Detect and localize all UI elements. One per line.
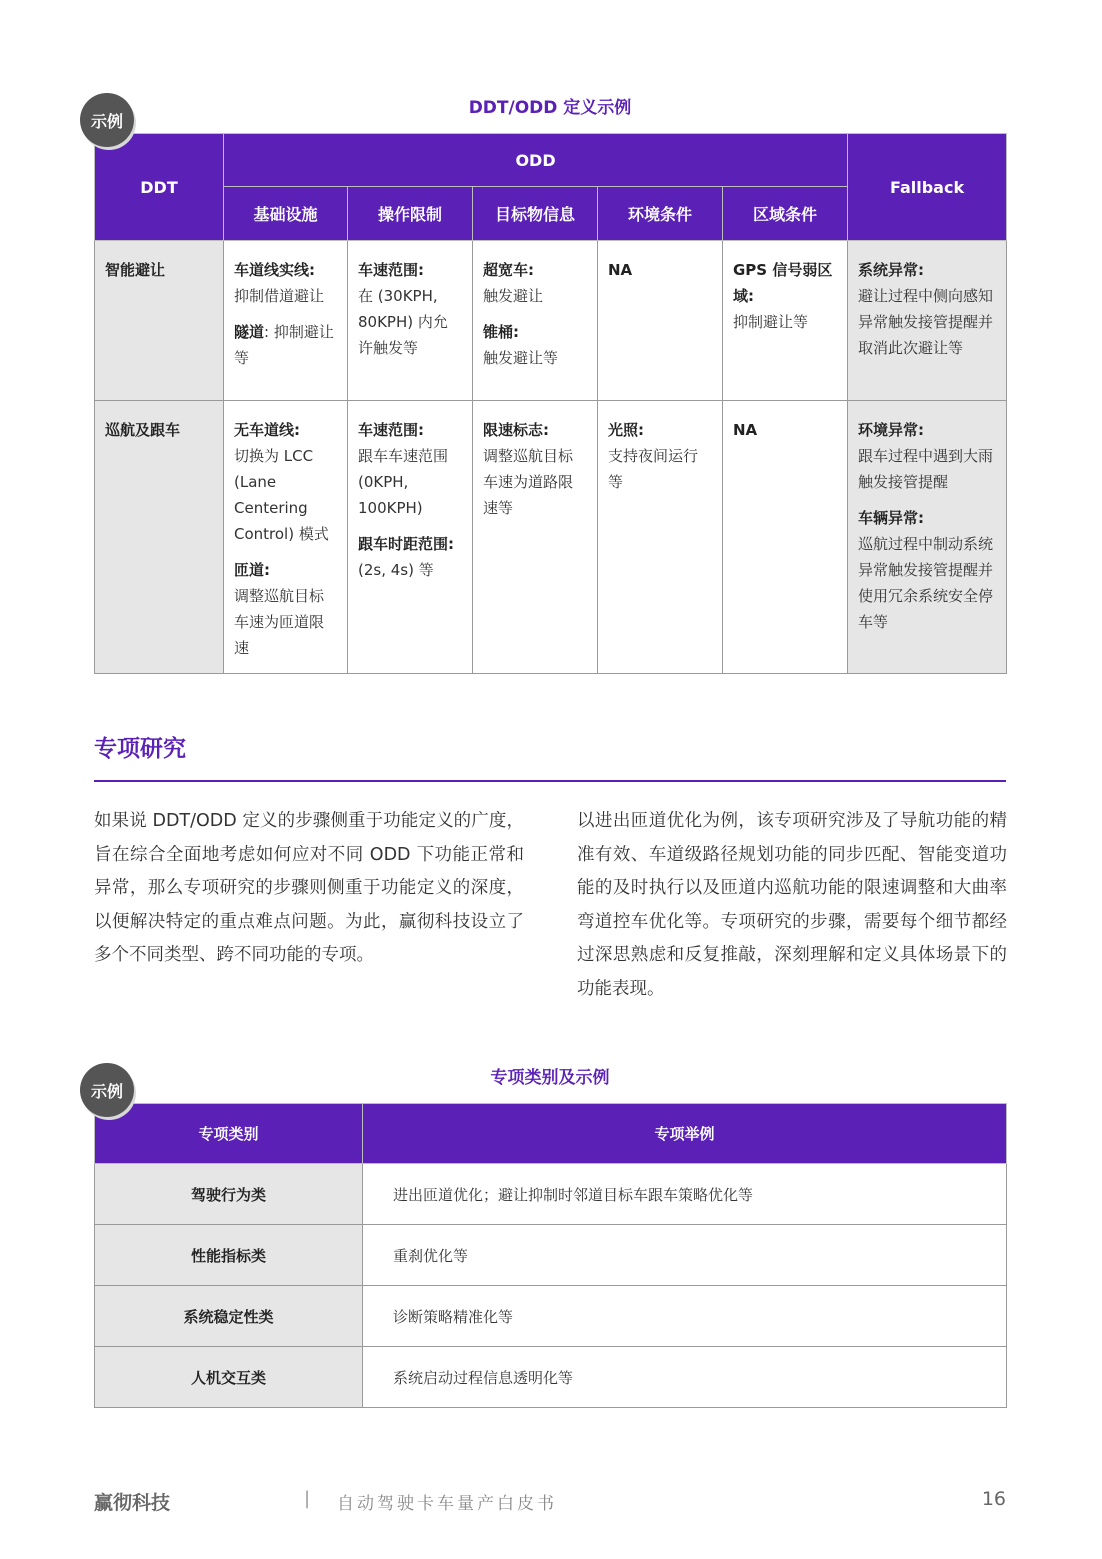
cell-entry-text: 调整巡航目标车速为道路限速等: [483, 447, 574, 517]
cell-entry-label: 无车道线:: [234, 421, 300, 439]
cell-entry-text: 跟车过程中遇到大雨触发接管提醒: [858, 447, 994, 491]
footer-separator: |: [304, 1488, 311, 1509]
table2-title: 专项类别及示例: [490, 1068, 610, 1088]
row-label: 巡航及跟车: [95, 401, 224, 674]
cell-entry: [358, 531, 462, 583]
cell-entry: [608, 257, 712, 283]
cell-entry: [234, 557, 337, 661]
category-cell: 驾驶行为类: [95, 1164, 363, 1225]
header-category: 专项类别: [95, 1104, 363, 1164]
table-row: [95, 1225, 1007, 1286]
cell-entry: [234, 257, 337, 309]
example-badge-2: 示例: [80, 1063, 134, 1117]
cell-entry-text: 调整巡航目标车速为匝道限速: [234, 587, 325, 657]
cell-entry: [358, 417, 462, 521]
row-label: 智能避让: [95, 241, 224, 401]
cell-entry-text: 切换为 LCC (Lane Centering Control) 模式: [234, 447, 329, 543]
cell-entry: [234, 319, 337, 371]
example-cell: 诊断策略精准化等: [363, 1286, 1007, 1347]
cell-entry-label: 车速范围:: [358, 261, 424, 279]
cell-entry-label: NA: [608, 261, 633, 279]
cell-entry-label: 跟车时距范围:: [358, 535, 454, 553]
table1-title: DDT/ODD 定义示例: [468, 98, 632, 118]
cell-entry-label: 隧道: [234, 323, 265, 341]
paragraph-right: 以进出匝道优化为例，该专项研究涉及了导航功能的精准有效、车道级路径规划功能的同步匹配、智能变道功能的及时执行以及匝道内巡航功能的限速调整和大曲率弯道控车优化等。专项研究的步骤，需要每个细节都经过深思熟虑和反复推敲，深刻理解和定义具体场景下的功能表现。: [577, 811, 1007, 999]
cell-infra: [224, 241, 348, 401]
cell-entry: [608, 417, 712, 495]
header-fallback: Fallback: [848, 134, 1007, 241]
cell-entry-text: 在 (30KPH, 80KPH) 内允许触发等: [358, 287, 448, 357]
cell-fallback: [848, 401, 1007, 674]
example-cell: 系统启动过程信息透明化等: [363, 1347, 1007, 1408]
cell-region: [723, 401, 848, 674]
cell-entry-text: (2s, 4s) 等: [358, 561, 434, 579]
section-divider: [94, 780, 1006, 782]
cell-ops: [348, 401, 473, 674]
special-topic-table: [94, 1103, 1007, 1408]
category-cell: 性能指标类: [95, 1225, 363, 1286]
example-cell: 进出匝道优化；避让抑制时邻道目标车跟车策略优化等: [363, 1164, 1007, 1225]
cell-env: [598, 401, 723, 674]
cell-entry: [483, 417, 587, 521]
header-example: 专项举例: [363, 1104, 1007, 1164]
cell-env: [598, 241, 723, 401]
cell-entry-label: GPS 信号弱区域:: [733, 261, 833, 305]
cell-entry-label: 环境异常:: [858, 421, 925, 439]
cell-entry-text: 触发避让: [483, 287, 544, 305]
table-row: [95, 1347, 1007, 1408]
cell-entry-text: 抑制避让等: [733, 313, 809, 331]
cell-entry-text: 触发避让等: [483, 349, 559, 367]
example-cell: 重刹优化等: [363, 1225, 1007, 1286]
cell-entry-label: 匝道:: [234, 561, 270, 579]
cell-entry-label: 光照:: [608, 421, 644, 439]
cell-entry-label: 车速范围:: [358, 421, 424, 439]
page-footer: [94, 1488, 1006, 1514]
cell-entry: [858, 257, 996, 361]
cell-entry: [483, 319, 587, 371]
cell-entry-label: 车辆异常:: [858, 509, 925, 527]
example-badge-1: 示例: [80, 93, 134, 147]
cell-entry-text: : 抑制避让等: [234, 323, 334, 367]
category-cell: 系统稳定性类: [95, 1286, 363, 1347]
cell-entry: [733, 257, 837, 335]
table-row: [95, 1286, 1007, 1347]
cell-entry-label: NA: [733, 421, 758, 439]
section-title: 专项研究: [94, 736, 186, 762]
cell-target: [473, 401, 598, 674]
cell-entry-text: 避让过程中侧向感知异常触发接管提醒并取消此次避让等: [858, 287, 994, 357]
cell-entry-label: 锥桶:: [483, 323, 519, 341]
category-cell: 人机交互类: [95, 1347, 363, 1408]
cell-entry: [358, 257, 462, 361]
cell-entry: [733, 417, 837, 443]
cell-entry: [858, 505, 996, 635]
cell-target: [473, 241, 598, 401]
header-target: 目标物信息: [473, 187, 598, 241]
footer-brand: 赢彻科技: [94, 1492, 171, 1514]
cell-region: [723, 241, 848, 401]
cell-entry-label: 超宽车:: [483, 261, 534, 279]
cell-entry: [483, 257, 587, 309]
cell-entry-text: 支持夜间运行等: [608, 447, 699, 491]
cell-ops: [348, 241, 473, 401]
header-env: 环境条件: [598, 187, 723, 241]
paragraph-left: 如果说 DDT/ODD 定义的步骤侧重于功能定义的广度，旨在综合全面地考虑如何应对不同 ODD 下功能正常和异常，那么专项研究的步骤则侧重于功能定义的深度，以便解决特定的重点难点问题。为此，赢彻科技设立了多个不同类型、跨不同功能的专项。: [94, 811, 524, 965]
cell-entry-text: 跟车车速范围 (0KPH, 100KPH): [358, 447, 449, 517]
header-ddt: DDT: [95, 134, 224, 241]
header-odd: ODD: [224, 134, 848, 187]
header-region: 区域条件: [723, 187, 848, 241]
cell-infra: [224, 401, 348, 674]
header-infra: 基础设施: [224, 187, 348, 241]
footer-doc-title: 自动驾驶卡车量产白皮书: [337, 1494, 557, 1514]
cell-entry-label: 系统异常:: [858, 261, 925, 279]
cell-entry: [858, 417, 996, 495]
cell-entry-text: 抑制借道避让: [234, 287, 325, 305]
ddt-odd-table: [94, 133, 1007, 674]
cell-entry-label: 车道线实线:: [234, 261, 315, 279]
cell-entry-text: 巡航过程中制动系统异常触发接管提醒并使用冗余系统安全停车等: [858, 535, 994, 631]
header-ops: 操作限制: [348, 187, 473, 241]
page-number: 16: [981, 1488, 1006, 1510]
cell-entry: [234, 417, 337, 547]
cell-fallback: [848, 241, 1007, 401]
table-row: [95, 1164, 1007, 1225]
cell-entry-label: 限速标志:: [483, 421, 549, 439]
